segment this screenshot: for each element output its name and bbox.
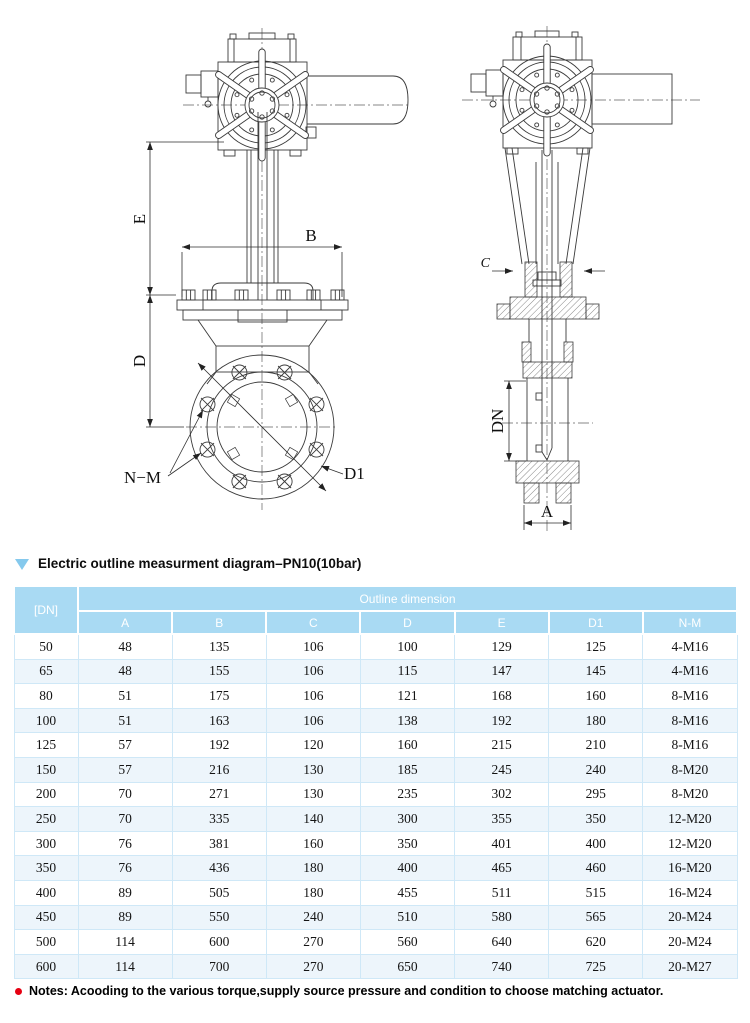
table-row <box>14 782 737 807</box>
table-row <box>14 733 737 758</box>
table-cell: 740 <box>455 954 549 979</box>
table-cell: 4-M16 <box>643 659 737 684</box>
table-cell: 89 <box>78 880 172 905</box>
table-body <box>14 634 737 979</box>
table-cell: 70 <box>78 807 172 832</box>
yoke-side <box>505 148 590 300</box>
column-header: A <box>78 611 172 634</box>
table-cell: 235 <box>360 782 454 807</box>
table-cell: 129 <box>455 634 549 659</box>
table-cell: 8-M16 <box>643 684 737 709</box>
note-text: Notes: Acooding to the various torque,supply source pressure and condition to choose matching actuator. <box>29 984 664 998</box>
dn-cell: 150 <box>14 757 78 782</box>
table-cell: 138 <box>360 708 454 733</box>
column-header: E <box>455 611 549 634</box>
table-cell: 114 <box>78 954 172 979</box>
table-cell: 271 <box>172 782 266 807</box>
table-cell: 350 <box>549 807 643 832</box>
table-cell: 48 <box>78 659 172 684</box>
table-cell: 505 <box>172 880 266 905</box>
table-cell: 135 <box>172 634 266 659</box>
table-cell: 401 <box>455 831 549 856</box>
table-cell: 175 <box>172 684 266 709</box>
dn-cell: 50 <box>14 634 78 659</box>
dn-cell: 65 <box>14 659 78 684</box>
table-cell: 240 <box>266 905 360 930</box>
note-row <box>15 984 663 998</box>
note-bullet-icon <box>15 988 22 995</box>
table-cell: 147 <box>455 659 549 684</box>
dn-cell: 125 <box>14 733 78 758</box>
side-view-drawing <box>462 26 700 532</box>
table-cell: 20-M24 <box>643 905 737 930</box>
table-cell: 565 <box>549 905 643 930</box>
table-cell: 160 <box>360 733 454 758</box>
table-cell: 70 <box>78 782 172 807</box>
table-cell: 4-M16 <box>643 634 737 659</box>
dn-cell: 400 <box>14 880 78 905</box>
front-view-dimensions <box>124 142 365 487</box>
table-cell: 168 <box>455 684 549 709</box>
table-cell: 160 <box>266 831 360 856</box>
table-cell: 48 <box>78 634 172 659</box>
dimension-label-b: B <box>305 226 317 245</box>
dimension-label-dn: DN <box>488 408 507 434</box>
table-cell: 302 <box>455 782 549 807</box>
table-cell: 725 <box>549 954 643 979</box>
dimension-label-c: C <box>480 256 490 271</box>
table-row <box>14 684 737 709</box>
table-cell: 12-M20 <box>643 831 737 856</box>
table-cell: 270 <box>266 930 360 955</box>
dimension-label-nm: N−M <box>124 468 161 487</box>
table-cell: 8-M16 <box>643 708 737 733</box>
table-row <box>14 807 737 832</box>
table-cell: 12-M20 <box>643 807 737 832</box>
table-cell: 57 <box>78 733 172 758</box>
table-cell: 185 <box>360 757 454 782</box>
section-title-row <box>15 556 361 571</box>
table-cell: 215 <box>455 733 549 758</box>
table-cell: 106 <box>266 634 360 659</box>
table-cell: 180 <box>549 708 643 733</box>
column-header: C <box>266 611 360 634</box>
table-cell: 51 <box>78 708 172 733</box>
table-cell: 160 <box>549 684 643 709</box>
table-cell: 121 <box>360 684 454 709</box>
table-cell: 381 <box>172 831 266 856</box>
table-cell: 465 <box>455 856 549 881</box>
table-row <box>14 708 737 733</box>
section-marker-icon <box>15 559 29 570</box>
dn-column-header: [DN] <box>14 586 78 634</box>
dimension-label-d: D <box>130 354 149 368</box>
dn-cell: 500 <box>14 930 78 955</box>
table-cell: 89 <box>78 905 172 930</box>
front-view-drawing <box>124 28 408 510</box>
motor-front <box>307 76 408 124</box>
table-cell: 8-M20 <box>643 782 737 807</box>
table-cell: 460 <box>549 856 643 881</box>
table-cell: 600 <box>172 930 266 955</box>
table-row <box>14 634 737 659</box>
dn-cell: 300 <box>14 831 78 856</box>
dn-cell: 350 <box>14 856 78 881</box>
table-row <box>14 930 737 955</box>
table-cell: 16-M24 <box>643 880 737 905</box>
dn-cell: 250 <box>14 807 78 832</box>
table-cell: 106 <box>266 659 360 684</box>
actuator-top-side <box>471 31 672 154</box>
plate-studs <box>182 290 344 300</box>
table-cell: 620 <box>549 930 643 955</box>
table-cell: 355 <box>455 807 549 832</box>
table-cell: 120 <box>266 733 360 758</box>
table-cell: 192 <box>455 708 549 733</box>
table-cell: 57 <box>78 757 172 782</box>
table-cell: 335 <box>172 807 266 832</box>
table-cell: 216 <box>172 757 266 782</box>
dn-cell: 600 <box>14 954 78 979</box>
table-cell: 560 <box>360 930 454 955</box>
column-header: D <box>360 611 454 634</box>
dimension-label-d1: D1 <box>344 464 365 483</box>
table-row <box>14 757 737 782</box>
table-cell: 145 <box>549 659 643 684</box>
valve-body-section <box>497 262 599 503</box>
table-cell: 400 <box>549 831 643 856</box>
table-cell: 20-M24 <box>643 930 737 955</box>
table-row <box>14 905 737 930</box>
table-cell: 163 <box>172 708 266 733</box>
table-cell: 8-M16 <box>643 733 737 758</box>
column-header: N-M <box>643 611 737 634</box>
table-cell: 240 <box>549 757 643 782</box>
table-cell: 350 <box>360 831 454 856</box>
table-cell: 130 <box>266 757 360 782</box>
table-cell: 106 <box>266 684 360 709</box>
table-cell: 510 <box>360 905 454 930</box>
table-cell: 106 <box>266 708 360 733</box>
table-cell: 436 <box>172 856 266 881</box>
motor-side <box>592 74 672 124</box>
table-cell: 114 <box>78 930 172 955</box>
table-row <box>14 659 737 684</box>
column-header: B <box>172 611 266 634</box>
table-cell: 180 <box>266 880 360 905</box>
table-cell: 650 <box>360 954 454 979</box>
table-cell: 700 <box>172 954 266 979</box>
table-row <box>14 856 737 881</box>
table-cell: 550 <box>172 905 266 930</box>
table-cell: 270 <box>266 954 360 979</box>
table-cell: 455 <box>360 880 454 905</box>
column-header-row <box>14 611 737 634</box>
group-header: Outline dimension <box>78 586 737 611</box>
table-row <box>14 880 737 905</box>
table-cell: 115 <box>360 659 454 684</box>
section-title: Electric outline measurment diagram–PN10(10bar) <box>38 556 362 571</box>
table-cell: 76 <box>78 856 172 881</box>
table-cell: 515 <box>549 880 643 905</box>
dn-cell: 80 <box>14 684 78 709</box>
table-cell: 300 <box>360 807 454 832</box>
table-row <box>14 831 737 856</box>
dimension-table <box>13 585 738 979</box>
bonnet-plate <box>177 290 348 322</box>
column-header: D1 <box>549 611 643 634</box>
dimension-label-e: E <box>130 213 149 225</box>
dn-cell: 200 <box>14 782 78 807</box>
table-cell: 295 <box>549 782 643 807</box>
table-cell: 8-M20 <box>643 757 737 782</box>
dn-cell: 450 <box>14 905 78 930</box>
dimension-label-a: A <box>540 502 554 521</box>
table-cell: 100 <box>360 634 454 659</box>
table-cell: 192 <box>172 733 266 758</box>
table-cell: 140 <box>266 807 360 832</box>
dn-cell: 100 <box>14 708 78 733</box>
table-cell: 20-M27 <box>643 954 737 979</box>
table-row <box>14 954 737 979</box>
table-cell: 76 <box>78 831 172 856</box>
table-cell: 155 <box>172 659 266 684</box>
table-cell: 511 <box>455 880 549 905</box>
table-cell: 210 <box>549 733 643 758</box>
table-cell: 640 <box>455 930 549 955</box>
table-cell: 180 <box>266 856 360 881</box>
table-cell: 51 <box>78 684 172 709</box>
table-cell: 400 <box>360 856 454 881</box>
table-cell: 130 <box>266 782 360 807</box>
table-cell: 16-M20 <box>643 856 737 881</box>
table-cell: 245 <box>455 757 549 782</box>
table-cell: 125 <box>549 634 643 659</box>
table-cell: 580 <box>455 905 549 930</box>
